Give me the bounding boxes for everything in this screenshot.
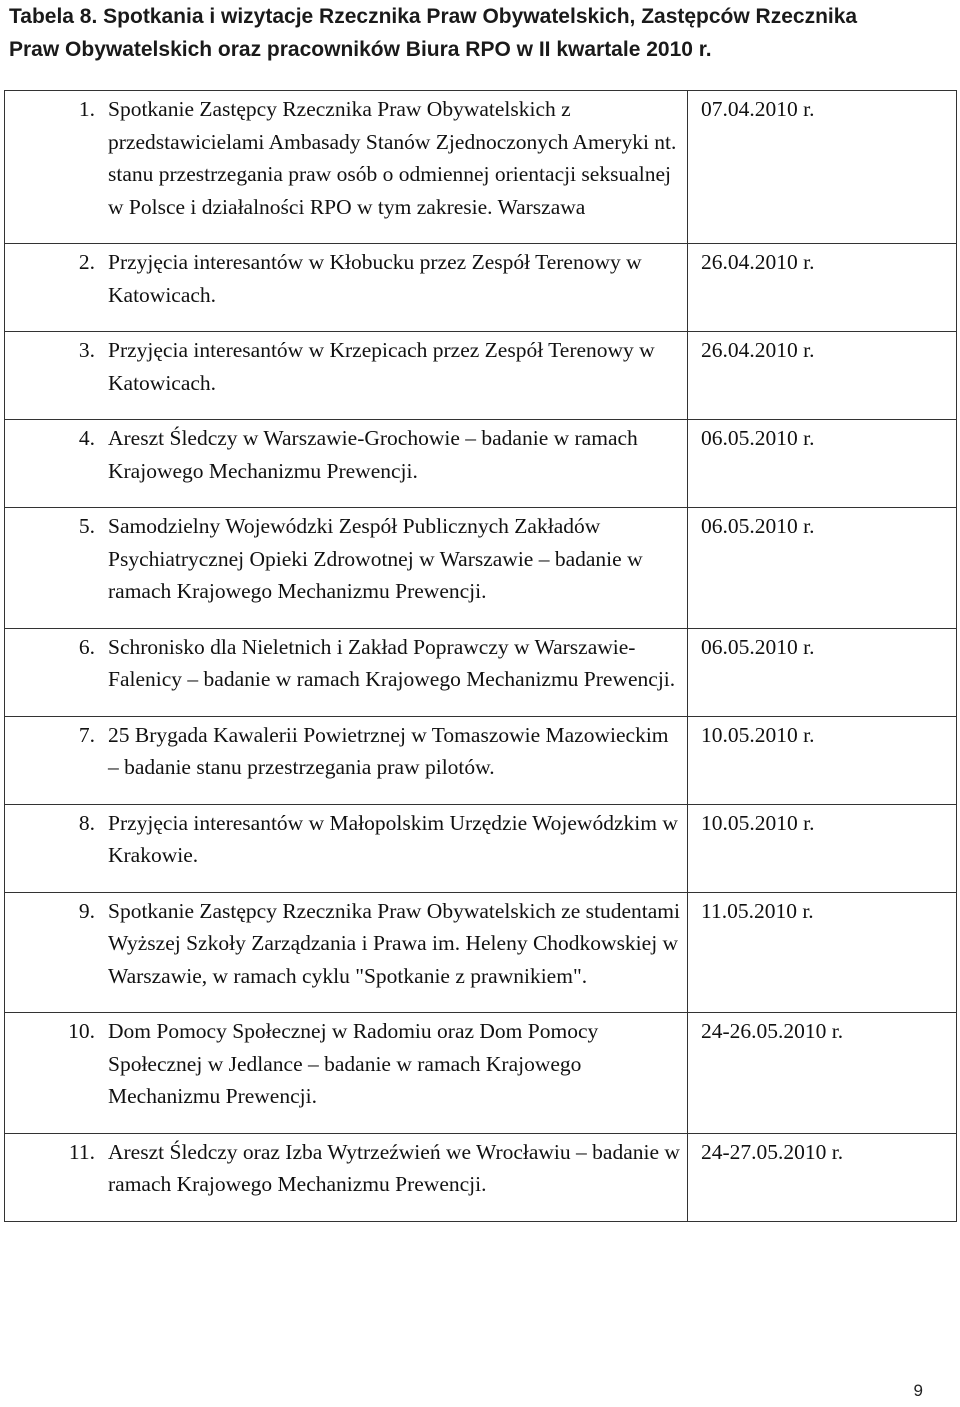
row-date: 11.05.2010 r.: [688, 892, 957, 1013]
row-description: Spotkanie Zastępcy Rzecznika Praw Obywatelskich z przedstawicielami Ambasady Stanów Zjednoczonych Ameryki nt. stanu przestrzegania praw osób o odmiennej orientacji seksualnej w Polsce i działalności RPO w tym zakresie. Warszawa: [100, 91, 688, 244]
table-row: [5, 628, 957, 716]
row-date: 07.04.2010 r.: [688, 91, 957, 244]
table-caption: [9, 0, 949, 66]
table-row: [5, 716, 957, 804]
row-number: 5.: [5, 508, 101, 629]
row-number: 8.: [5, 804, 101, 892]
row-number: 1.: [5, 91, 101, 244]
table-row: [5, 244, 957, 332]
table-row: [5, 892, 957, 1013]
table-row: [5, 91, 957, 244]
row-date: 26.04.2010 r.: [688, 244, 957, 332]
row-description: Schronisko dla Nieletnich i Zakład Poprawczy w Warszawie-Falenicy – badanie w ramach Krajowego Mechanizmu Prewencji.: [100, 628, 688, 716]
row-description: Areszt Śledczy oraz Izba Wytrzeźwień we Wrocławiu – badanie w ramach Krajowego Mechanizmu Prewencji.: [100, 1133, 688, 1221]
table-caption-line-2: Praw Obywatelskich oraz pracowników Biura RPO w II kwartale 2010 r.: [9, 38, 712, 61]
row-number: 11.: [5, 1133, 101, 1221]
page-number: 9: [913, 1381, 923, 1400]
meetings-table: [4, 90, 957, 1222]
row-description: 25 Brygada Kawalerii Powietrznej w Tomaszowie Mazowieckim – badanie stanu przestrzegania praw pilotów.: [100, 716, 688, 804]
row-date: 24-27.05.2010 r.: [688, 1133, 957, 1221]
row-date: 24-26.05.2010 r.: [688, 1013, 957, 1134]
row-number: 4.: [5, 420, 101, 508]
row-date: 06.05.2010 r.: [688, 508, 957, 629]
row-description: Samodzielny Wojewódzki Zespół Publicznych Zakładów Psychiatrycznej Opieki Zdrowotnej w Warszawie – badanie w ramach Krajowego Mechanizmu Prewencji.: [100, 508, 688, 629]
table-caption-line-1: Tabela 8. Spotkania i wizytacje Rzecznika Praw Obywatelskich, Zastępców Rzecznika: [9, 5, 858, 28]
table-row: [5, 332, 957, 420]
row-date: 10.05.2010 r.: [688, 804, 957, 892]
row-number: 2.: [5, 244, 101, 332]
row-description: Spotkanie Zastępcy Rzecznika Praw Obywatelskich ze studentami Wyższej Szkoły Zarządzania i Prawa im. Heleny Chodkowskiej w Warszawie, w ramach cyklu "Spotkanie z prawnikiem".: [100, 892, 688, 1013]
row-date: 10.05.2010 r.: [688, 716, 957, 804]
row-number: 9.: [5, 892, 101, 1013]
table-row: [5, 1133, 957, 1221]
row-number: 3.: [5, 332, 101, 420]
table-row: [5, 508, 957, 629]
row-number: 10.: [5, 1013, 101, 1134]
row-date: 26.04.2010 r.: [688, 332, 957, 420]
table-row: [5, 1013, 957, 1134]
row-description: Dom Pomocy Społecznej w Radomiu oraz Dom Pomocy Społecznej w Jedlance – badanie w ramach Krajowego Mechanizmu Prewencji.: [100, 1013, 688, 1134]
row-date: 06.05.2010 r.: [688, 628, 957, 716]
row-number: 6.: [5, 628, 101, 716]
table-row: [5, 804, 957, 892]
row-date: 06.05.2010 r.: [688, 420, 957, 508]
row-description: Areszt Śledczy w Warszawie-Grochowie – badanie w ramach Krajowego Mechanizmu Prewencji.: [100, 420, 688, 508]
table-row: [5, 420, 957, 508]
row-description: Przyjęcia interesantów w Krzepicach przez Zespół Terenowy w Katowicach.: [100, 332, 688, 420]
row-number: 7.: [5, 716, 101, 804]
row-description: Przyjęcia interesantów w Kłobucku przez Zespół Terenowy w Katowicach.: [100, 244, 688, 332]
row-description: Przyjęcia interesantów w Małopolskim Urzędzie Wojewódzkim w Krakowie.: [100, 804, 688, 892]
